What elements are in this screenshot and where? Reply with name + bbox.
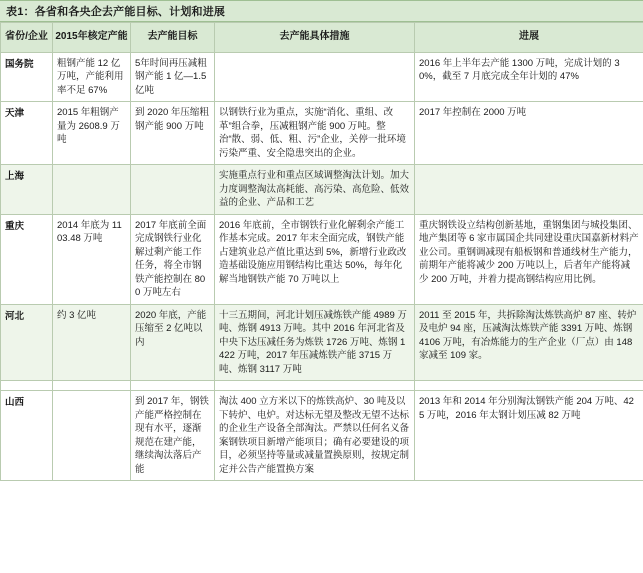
cell-capacity-2015: 2015 年粗钢产量为 2608.9 万吨 [53,102,131,165]
column-header-goal: 去产能目标 [131,23,215,53]
cell-province: 河北 [1,304,53,380]
table-row [1,102,643,165]
cell-capacity-2015 [53,165,131,214]
spacer-cell [53,381,131,391]
cell-capacity-2015: 粗钢产能 12 亿万吨，产能利用率不足 67% [53,53,131,102]
table-row [1,214,643,304]
cell-measures: 十三五期间，河北计划压减炼铁产能 4989 万吨、炼钢 4913 万吨。其中 2016 年河北省及中央下达压减任务为炼铁 1726 万吨、炼钢 1422 万吨，2017 年压减炼铁产能 3715 万吨、炼钢 3117 万吨 [215,304,415,380]
cell-measures: 以钢铁行业为重点，实施“消化、重组、改革”组合拳，压减粗钢产能 900 万吨。整治“散、弱、低、粗、污”企业，关停一批环境污染严重、安全隐患突出的企业。 [215,102,415,165]
cell-measures [215,53,415,102]
column-header-capacity-2015: 2015年核定产能 [53,23,131,53]
table-row [1,391,643,481]
cell-province: 上海 [1,165,53,214]
cell-progress: 2011 至 2015 年，共拆除淘汰炼铁高炉 87 座、转炉及电炉 94 座，压减淘汰炼铁产能 3391 万吨、炼钢 4106 万吨，有冶炼能力的生产企业（厂点）由 148 家减至 109 家。 [415,304,643,380]
spacer-cell [131,381,215,391]
cell-goal: 2017 年底前全面完成钢铁行业化解过剩产能工作任务，将全市钢铁产能控制在 800 万吨左右 [131,214,215,304]
cell-province: 山西 [1,391,53,481]
table-spacer-row [1,381,643,391]
cell-measures: 2016 年底前，全市钢铁行业化解剩余产能工作基本完成。2017 年末全面完成，钢铁产能占建筑业总产值比重达到 5%，新增行业政改造基础设施应用钢结构比重达 50%，每年化解当地钢铁产能 70 万吨以上 [215,214,415,304]
cell-goal: 5年时间再压减粗钢产能 1 亿—1.5 亿吨 [131,53,215,102]
cell-capacity-2015 [53,391,131,481]
column-header-province: 省份/企业 [1,23,53,53]
cell-progress: 重庆钢铁设立结构创新基地，重钢集团与城投集团、地产集团等 6 家市属国企共同建设重庆国嘉新材料产业公司。重钢调减现有船板钢和普通线材生产能力，前期年产能将减少 200 万吨以上，后者年产能将减少 200 万吨，并着力提高钢结构应用比例。 [415,214,643,304]
table-row [1,304,643,380]
capacity-reduction-table [0,22,643,481]
cell-goal [131,165,215,214]
cell-progress: 2013 年和 2014 年分别淘汰钢铁产能 204 万吨、425 万吨，2016 年太钢计划压减 82 万吨 [415,391,643,481]
cell-measures: 淘汰 400 立方米以下的炼铁高炉、30 吨及以下转炉、电炉。对达标无望及整改无望不达标的企业生产设备全部淘汰。严禁以任何名义备案钢铁项目新增产能项目；确有必要建设的项目，必须坚持等量或减量置换原则，按规定制定并公告产能置换方案 [215,391,415,481]
column-header-measures: 去产能具体措施 [215,23,415,53]
page-title: 表1：各省和各央企去产能目标、计划和进展 [6,6,226,18]
table-header-row [1,23,643,53]
table-title-bar [0,0,643,22]
cell-progress [415,165,643,214]
cell-goal: 到 2020 年压缩粗钢产能 900 万吨 [131,102,215,165]
cell-province: 重庆 [1,214,53,304]
cell-progress: 2017 年控制在 2000 万吨 [415,102,643,165]
cell-province: 天津 [1,102,53,165]
cell-capacity-2015: 约 3 亿吨 [53,304,131,380]
column-header-progress: 进展 [415,23,643,53]
cell-measures: 实施重点行业和重点区域调整淘汰计划。加大力度调整淘汰高耗能、高污染、高危险、低效益的企业、产品和工艺 [215,165,415,214]
table-row [1,53,643,102]
cell-goal: 到 2017 年，钢铁产能严格控制在现有水平，逐渐规范在建产能，继续淘汰落后产能 [131,391,215,481]
cell-province: 国务院 [1,53,53,102]
spacer-cell [1,381,53,391]
spacer-cell [215,381,415,391]
table-row [1,165,643,214]
cell-capacity-2015: 2014 年底为 1103.48 万吨 [53,214,131,304]
cell-progress: 2016 年上半年去产能 1300 万吨，完成计划的 30%，截至 7 月底完成全年计划的 47% [415,53,643,102]
spacer-cell [415,381,643,391]
table-body [1,53,643,481]
cell-goal: 2020 年底，产能压缩至 2 亿吨以内 [131,304,215,380]
table-header [1,23,643,53]
